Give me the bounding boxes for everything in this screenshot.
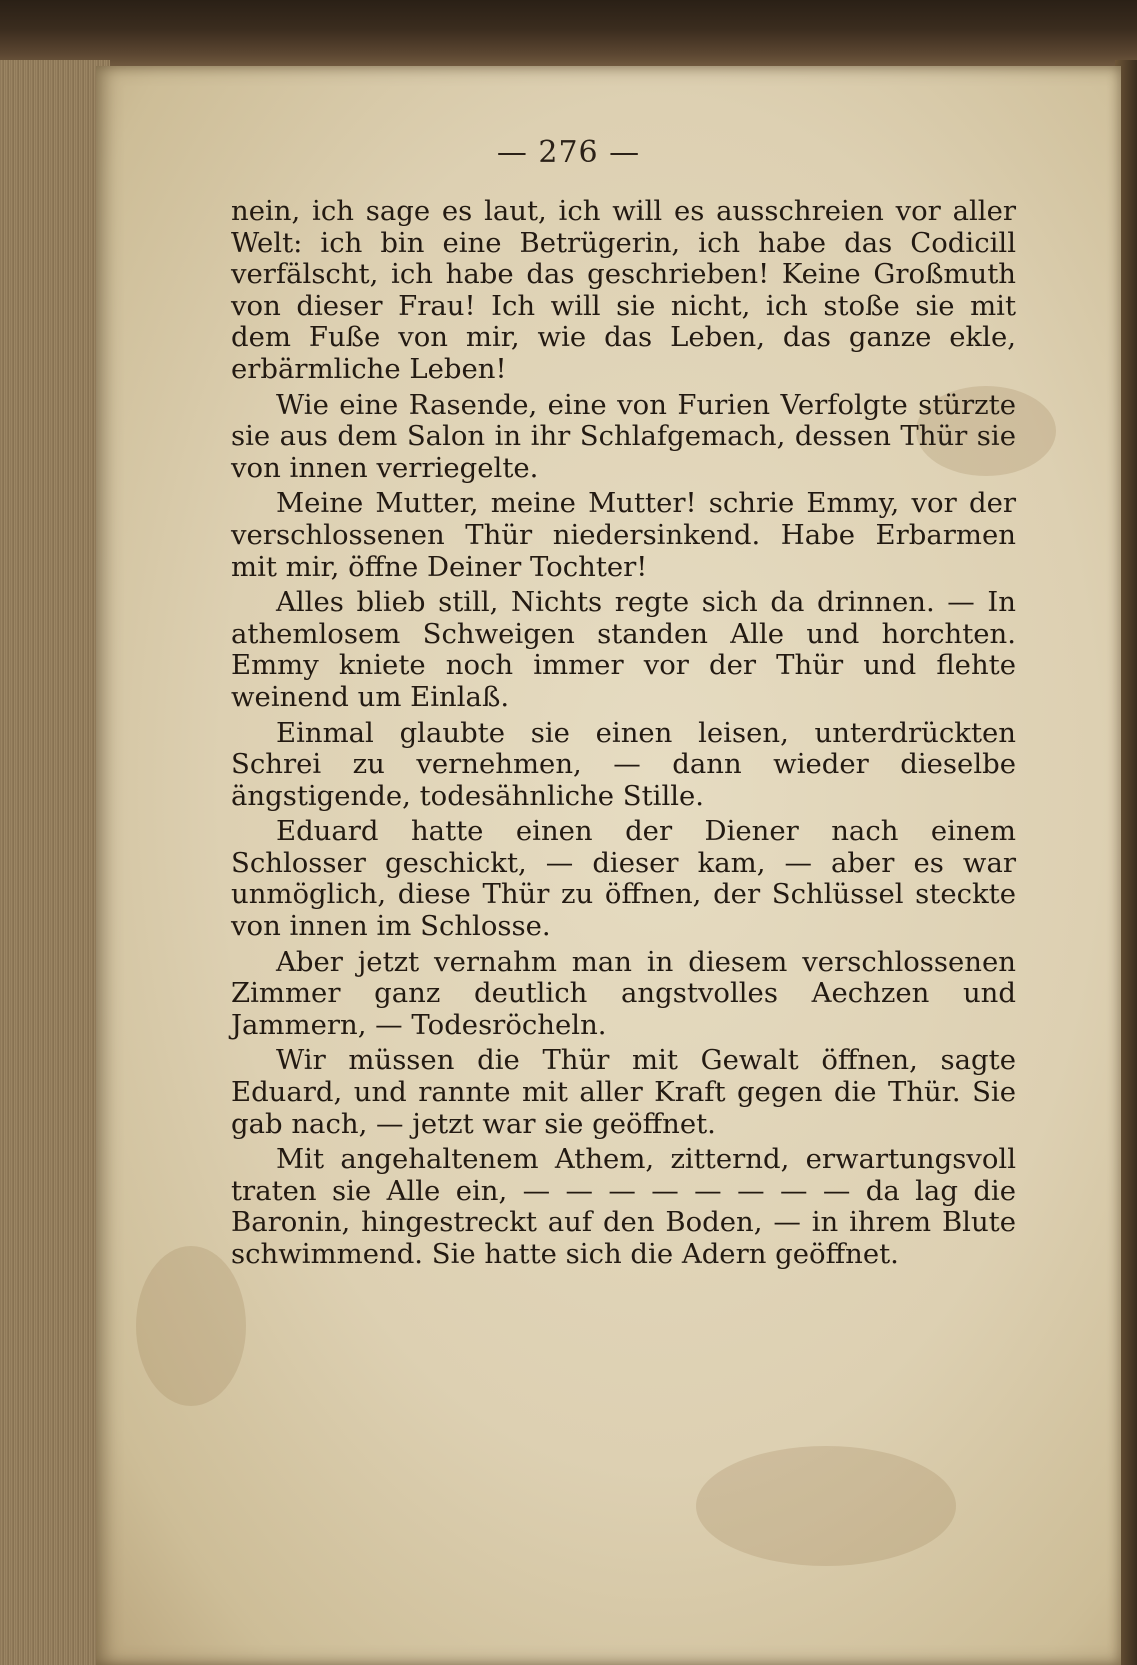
paper-stain xyxy=(136,1246,246,1406)
page-stack-edge xyxy=(0,60,110,1665)
paragraph: Wie eine Rasende, eine von Furien Verfolgte stürzte sie aus dem Salon in ihr Schlafgemach, dessen Thür sie von innen verriegelte. xyxy=(231,388,1016,484)
paragraph: Einmal glaubte sie einen leisen, unterdrückten Schrei zu vernehmen, — dann wieder dieselbe ängstigende, todesähnliche Stille. xyxy=(231,716,1016,812)
paragraph: Meine Mutter, meine Mutter! schrie Emmy, vor der verschlossenen Thür niedersinkend. Habe Erbarmen mit mir, öffne Deiner Tochter! xyxy=(231,487,1016,583)
paragraph: nein, ich sage es laut, ich will es ausschreien vor aller Welt: ich bin eine Betrügerin, ich habe das Codicill verfälscht, ich habe das geschrieben! Keine Großmuth von dieser Frau! Ich will sie nicht, ich stoße sie mit dem Fuße von mir, wie das Leben, das ganze ekle, erbärmliche Leben! xyxy=(231,195,1016,385)
paragraph: Wir müssen die Thür mit Gewalt öffnen, sagte Eduard, und rannte mit aller Kraft gegen die Thür. Sie gab nach, — jetzt war sie geöffnet. xyxy=(231,1044,1016,1140)
book-top-edge xyxy=(0,0,1137,72)
body-text xyxy=(231,196,1016,1275)
paragraph: Aber jetzt vernahm man in diesem verschlossenen Zimmer ganz deutlich angstvolles Aechzen und Jammern, — Todesröcheln. xyxy=(231,945,1016,1041)
paper-stain xyxy=(696,1446,956,1566)
paragraph: Alles blieb still, Nichts regte sich da drinnen. — In athemlosem Schweigen standen Alle und horchten. Emmy kniete noch immer vor der Thür und flehte weinend um Einlaß. xyxy=(231,586,1016,713)
paragraph: Mit angehaltenem Athem, zitternd, erwartungsvoll traten sie Alle ein, — — — — — — — — da lag die Baronin, hingestreckt auf den Boden, — in ihrem Blute schwimmend. Sie hatte sich die Adern geöffnet. xyxy=(231,1143,1016,1270)
page-number: — 276 — xyxy=(496,135,641,170)
paragraph: Eduard hatte einen der Diener nach einem Schlosser geschickt, — dieser kam, — aber es war unmöglich, diese Thür zu öffnen, der Schlüssel steckte von innen im Schlosse. xyxy=(231,815,1016,943)
